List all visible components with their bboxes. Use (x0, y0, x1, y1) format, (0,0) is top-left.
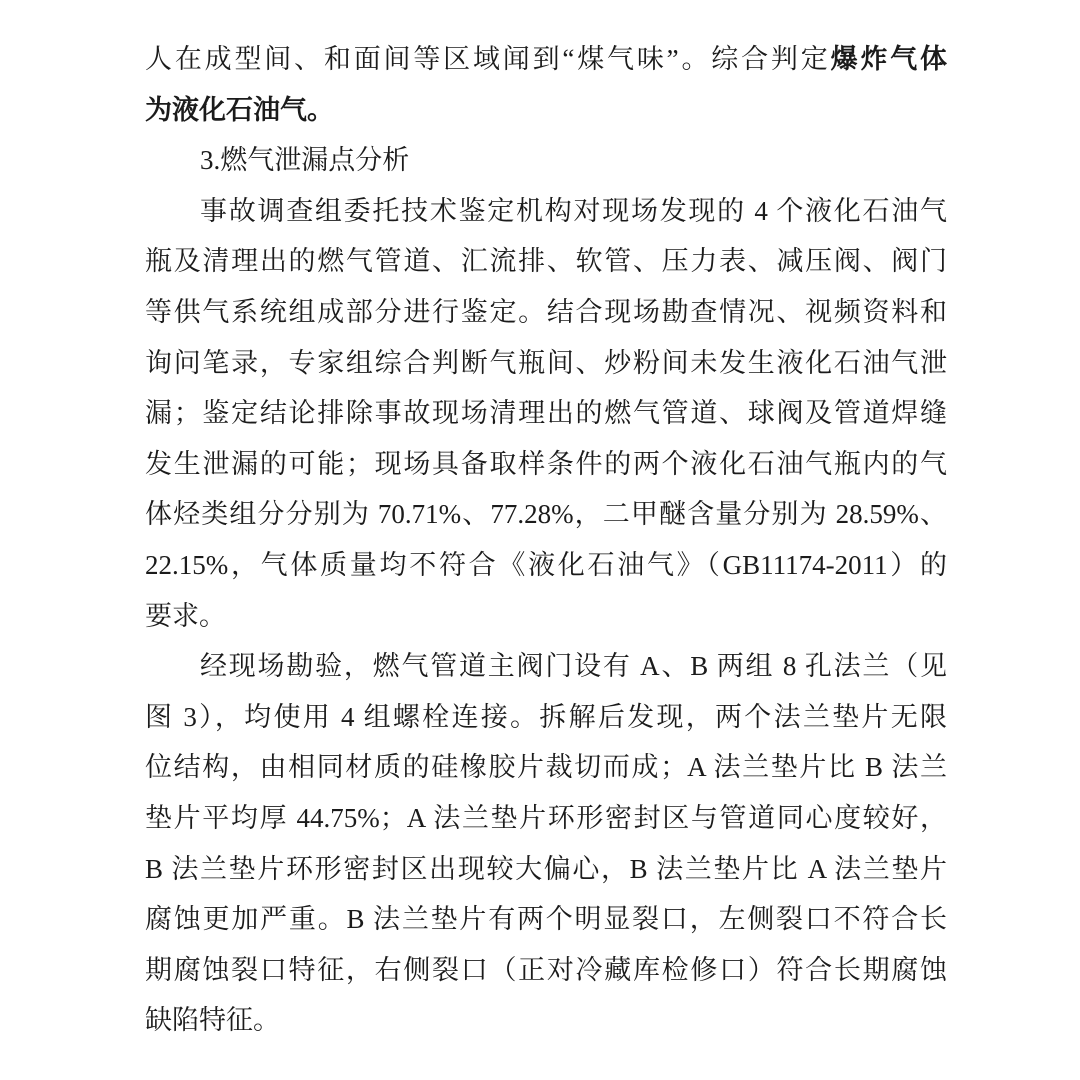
text-line-10 (145, 489, 947, 540)
text-line-6 (145, 287, 947, 338)
text-line-18 (145, 894, 947, 945)
text-line-9 (145, 439, 947, 490)
text-line-16 (145, 793, 947, 844)
bold-text-run: 为液化石油气。 (145, 94, 334, 125)
text-line-17 (145, 844, 947, 895)
text-line-7 (145, 338, 947, 389)
text-run: 瓶及清理出的燃气管道、汇流排、软管、压力表、减压阀、阀门 (145, 246, 947, 277)
text-line-4 (145, 186, 947, 237)
text-run: 询问笔录，专家组综合判断气瓶间、炒粉间未发生液化石油气泄 (145, 347, 947, 378)
text-run: 发生泄漏的可能；现场具备取样条件的两个液化石油气瓶内的气 (145, 448, 947, 479)
text-run: 体烃类组分分别为 70.71%、77.28%，二甲醚含量分别为 28.59%、 (145, 499, 947, 530)
text-line-15 (145, 742, 947, 793)
document-text (145, 34, 947, 1046)
text-run: 22.15%，气体质量均不符合《液化石油气》（GB11174-2011）的 (145, 549, 947, 580)
text-line-20 (145, 995, 947, 1046)
text-run: 位结构，由相同材质的硅橡胶片裁切而成；A 法兰垫片比 B 法兰 (145, 752, 947, 783)
text-run: 腐蚀更加严重。B 法兰垫片有两个明显裂口，左侧裂口不符合长 (145, 904, 947, 935)
text-run: 事故调查组委托技术鉴定机构对现场发现的 4 个液化石油气 (200, 195, 947, 226)
text-line-12 (145, 591, 947, 642)
text-line-14 (145, 692, 947, 743)
text-line-1 (145, 34, 947, 85)
text-line-5 (145, 236, 947, 287)
text-line-19 (145, 945, 947, 996)
text-run: 缺陷特征。 (145, 1005, 280, 1036)
text-line-2 (145, 85, 947, 136)
text-line-11 (145, 540, 947, 591)
text-run: 垫片平均厚 44.75%；A 法兰垫片环形密封区与管道同心度较好， (145, 802, 947, 833)
text-run: 人在成型间、和面间等区域闻到“煤气味”。综合判定 (145, 44, 831, 74)
text-run: 经现场勘验，燃气管道主阀门设有 A、B 两组 8 孔法兰（见 (200, 651, 947, 682)
bold-text-run: 爆炸气体 (830, 44, 948, 74)
text-run: 等供气系统组成部分进行鉴定。结合现场勘查情况、视频资料和 (145, 296, 947, 327)
text-run: 漏；鉴定结论排除事故现场清理出的燃气管道、球阀及管道焊缝 (145, 398, 947, 429)
text-line-13 (145, 641, 947, 692)
text-run: 期腐蚀裂口特征，右侧裂口（正对冷藏库检修口）符合长期腐蚀 (145, 954, 947, 985)
text-run: 3.燃气泄漏点分析 (200, 145, 410, 176)
text-run: 图 3），均使用 4 组螺栓连接。拆解后发现，两个法兰垫片无限 (145, 701, 947, 732)
text-run: B 法兰垫片环形密封区出现较大偏心，B 法兰垫片比 A 法兰垫片 (145, 853, 947, 884)
text-run: 要求。 (145, 600, 226, 631)
text-line-3 (145, 135, 947, 186)
text-line-8 (145, 388, 947, 439)
